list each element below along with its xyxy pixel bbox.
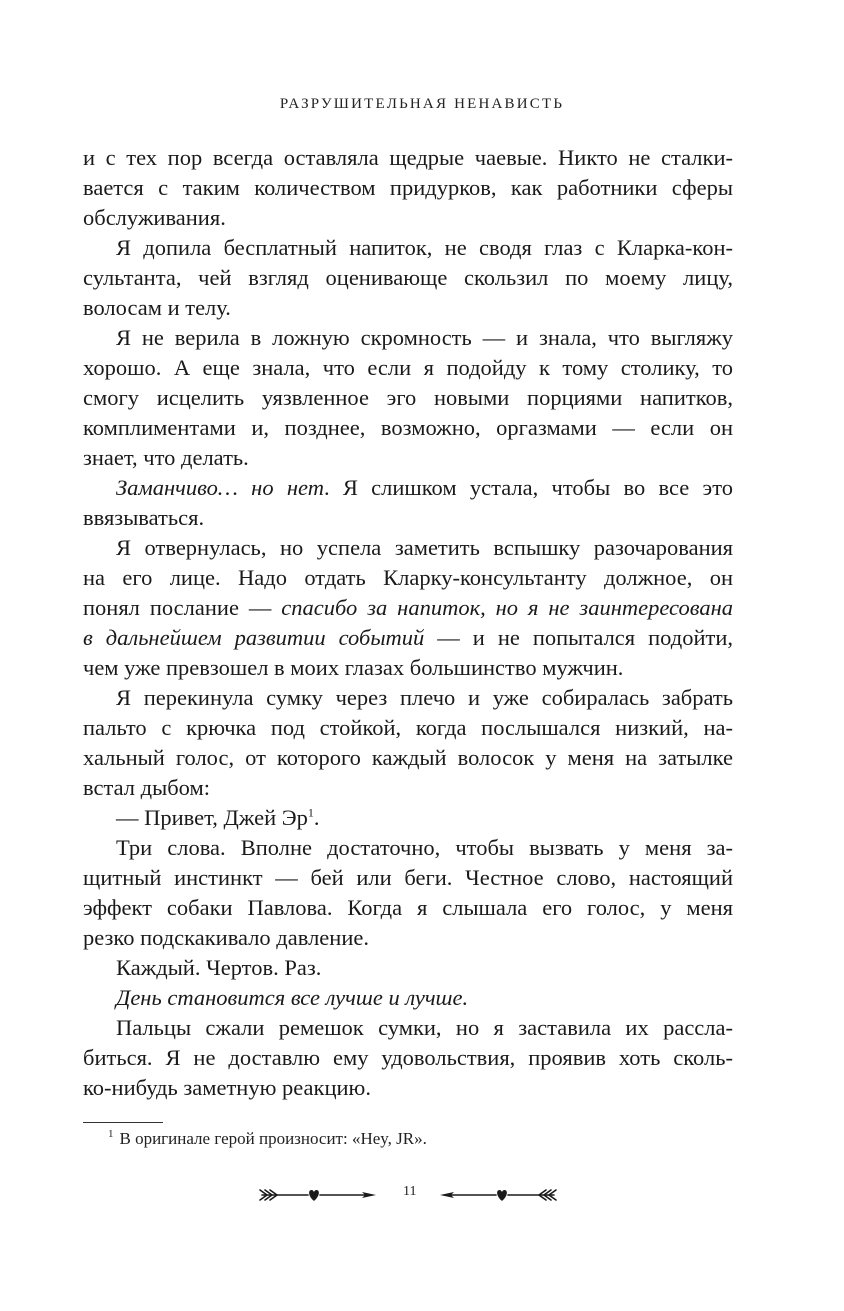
- text-line: [83, 1073, 733, 1103]
- text-line: [83, 413, 733, 443]
- text-segment: Я допила бесплатный напиток, не сводя глаз с Кларка-кон-: [116, 235, 733, 260]
- text-segment: понял послание —: [83, 595, 282, 620]
- text-line: [83, 1043, 733, 1073]
- text-line: [83, 593, 733, 623]
- text-segment: биться. Я не доставлю ему удовольствия, проявив хоть сколь-: [83, 1045, 733, 1070]
- running-head: РАЗРУШИТЕЛЬНАЯ НЕНАВИСТЬ: [279, 96, 565, 112]
- text-line: [83, 743, 733, 773]
- text-segment: смогу исцелить уязвленное эго новыми порциями напитков,: [83, 385, 733, 410]
- text-line: [83, 263, 733, 293]
- footnote-reference: 1: [307, 805, 314, 820]
- text-segment: щитный инстинкт — бей или беги. Честное слово, настоящий: [83, 865, 733, 890]
- text-segment: чем уже превзошел в моих глазах большинство мужчин.: [83, 655, 624, 680]
- text-line: [83, 803, 733, 833]
- text-line: [83, 293, 733, 323]
- arrow-heart-ornament-left-icon: [258, 1181, 378, 1209]
- footnote: [108, 1128, 427, 1150]
- text-segment: и с тех пор всегда оставляла щедрые чаевые. Никто не сталки-: [83, 145, 733, 170]
- text-segment: комплиментами и, позднее, возможно, оргазмами — если он: [83, 415, 733, 440]
- text-segment: Я перекинула сумку через плечо и уже собиралась забрать: [116, 685, 733, 710]
- text-segment: знает, что делать.: [83, 445, 249, 470]
- text-segment: ко-нибудь заметную реакцию.: [83, 1075, 371, 1100]
- text-line: [83, 713, 733, 743]
- text-segment: хальный голос, от которого каждый волосок у меня на затылке: [83, 745, 733, 770]
- folio: [258, 1181, 558, 1209]
- text-segment: вается с таким количеством придурков, как работники сферы: [83, 175, 733, 200]
- text-line: [83, 623, 733, 653]
- text-line: [83, 833, 733, 863]
- footnote-marker: 1: [108, 1128, 114, 1141]
- italic-text: в дальнейшем развитии событий: [83, 625, 425, 650]
- text-segment: Пальцы сжали ремешок сумки, но я заставила их рассла-: [116, 1015, 733, 1040]
- text-segment: . Я слишком устала, чтобы во все это: [323, 475, 733, 500]
- text-segment: резко подскакивало давление.: [83, 925, 369, 950]
- text-segment: Каждый. Чертов. Раз.: [116, 955, 322, 980]
- text-line: [83, 953, 733, 983]
- text-line: [83, 503, 733, 533]
- text-line: [83, 143, 733, 173]
- text-line: [83, 383, 733, 413]
- text-line: [83, 893, 733, 923]
- text-segment: эффект собаки Павлова. Когда я слышала его голос, у меня: [83, 895, 733, 920]
- text-line: [83, 773, 733, 803]
- body-text: [83, 143, 733, 1103]
- text-segment: Я не верила в ложную скромность — и знала, что выгляжу: [116, 325, 733, 350]
- text-segment: — и не попытался подойти,: [424, 625, 733, 650]
- text-segment: хорошо. А еще знала, что если я подойду к тому столику, то: [83, 355, 733, 380]
- text-segment: Три слова. Вполне достаточно, чтобы вызвать у меня за-: [116, 835, 733, 860]
- text-segment: на его лице. Надо отдать Кларку-консультанту должное, он: [83, 565, 733, 590]
- footnote-text: В оригинале герой произносит: «Hey, JR».: [119, 1129, 427, 1148]
- text-line: [83, 983, 733, 1013]
- arrow-heart-ornament-right-icon: [438, 1181, 558, 1209]
- italic-text: День становится все лучше и лучше.: [116, 985, 469, 1010]
- text-segment: волосам и телу.: [83, 295, 231, 320]
- text-segment: пальто с крючка под стойкой, когда послышался низкий, на-: [83, 715, 733, 740]
- text-line: [83, 443, 733, 473]
- text-segment: сультанта, чей взгляд оценивающе скользил по моему лицу,: [83, 265, 733, 290]
- text-line: [83, 173, 733, 203]
- text-line: [83, 1013, 733, 1043]
- text-line: [83, 653, 733, 683]
- text-segment: — Привет, Джей Эр: [116, 805, 308, 830]
- text-line: [83, 203, 733, 233]
- text-line: [83, 683, 733, 713]
- italic-text: Заманчиво… но нет: [116, 475, 324, 500]
- footnote-divider: [83, 1122, 163, 1123]
- text-segment: встал дыбом:: [83, 775, 210, 800]
- text-line: [83, 473, 733, 503]
- text-line: [83, 233, 733, 263]
- text-line: [83, 533, 733, 563]
- text-line: [83, 563, 733, 593]
- page-number: 11: [403, 1184, 417, 1199]
- text-line: [83, 323, 733, 353]
- text-line: [83, 353, 733, 383]
- italic-text: спасибо за напиток, но я не заинтересована: [281, 595, 733, 620]
- text-line: [83, 863, 733, 893]
- text-segment: .: [313, 805, 320, 830]
- text-segment: Я отвернулась, но успела заметить вспышку разочарования: [116, 535, 733, 560]
- text-line: [83, 923, 733, 953]
- text-segment: обслуживания.: [83, 205, 226, 230]
- text-segment: ввязываться.: [83, 505, 205, 530]
